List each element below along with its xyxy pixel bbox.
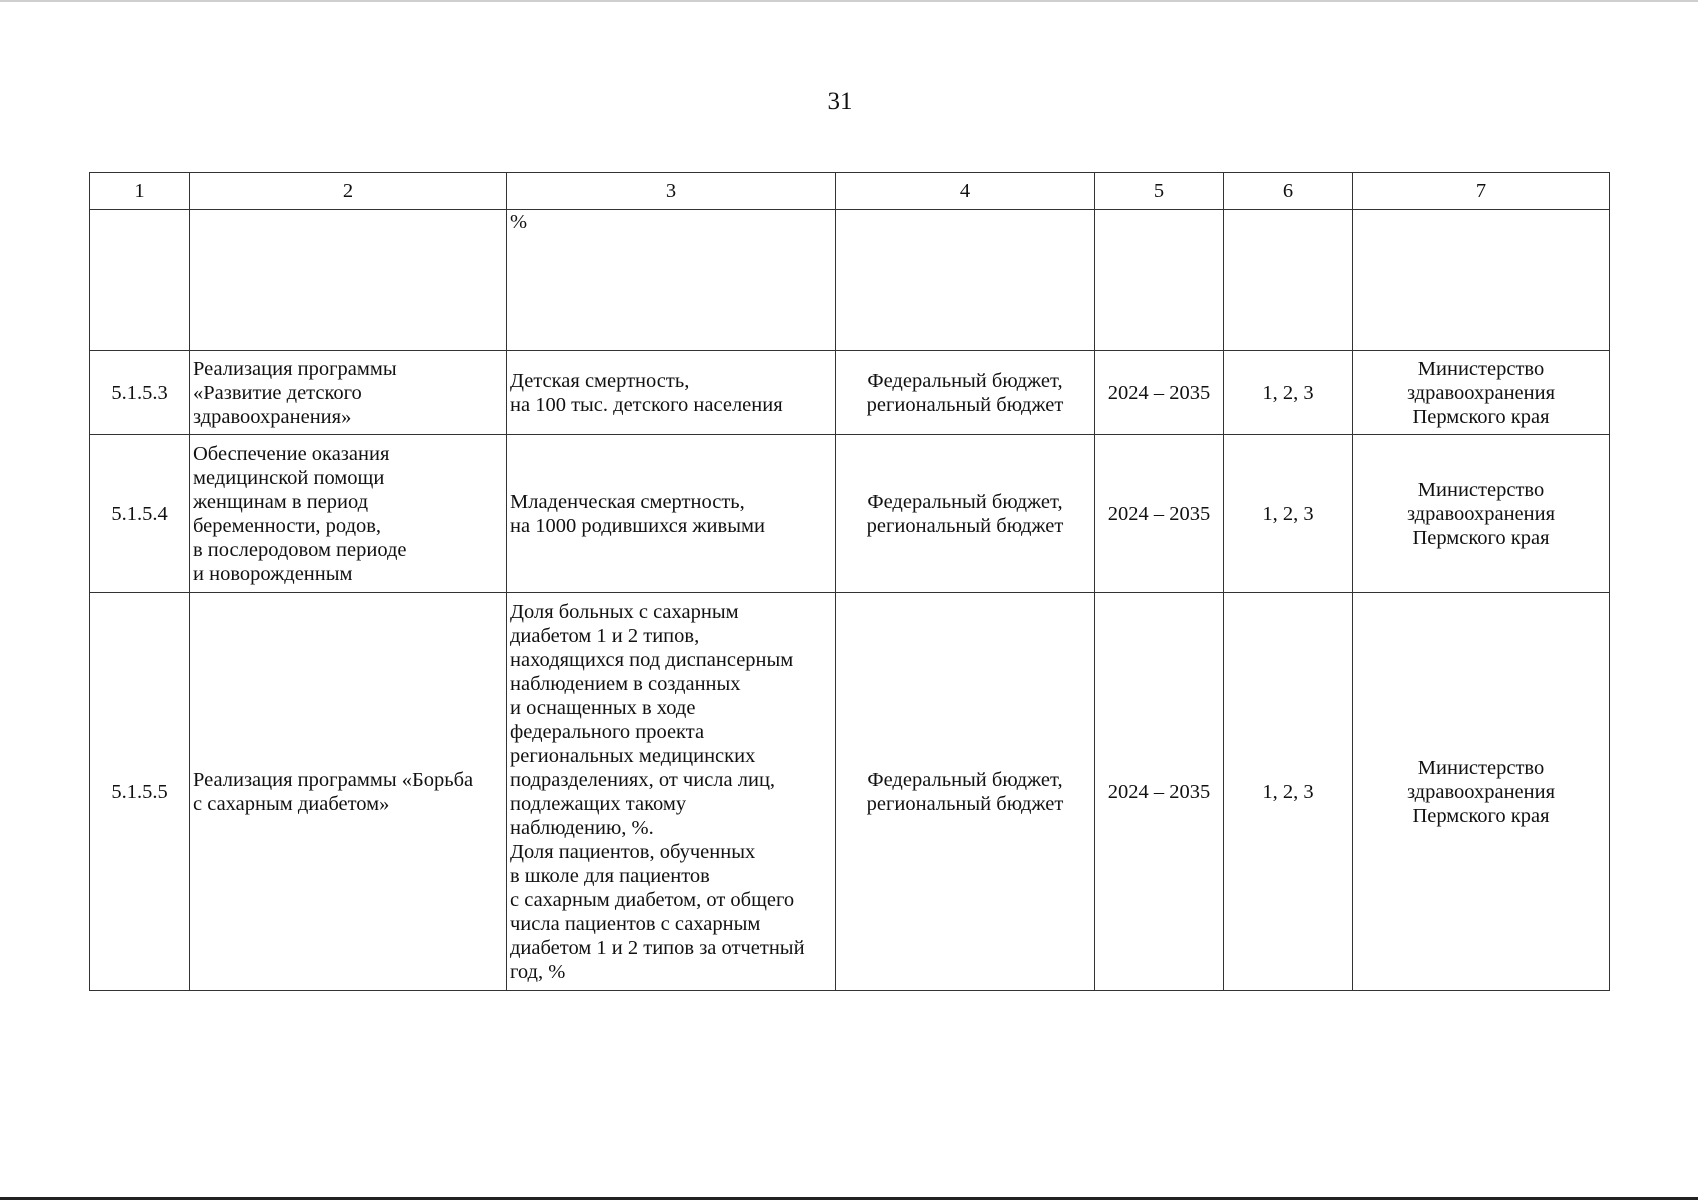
indicator-cell: % <box>507 210 836 351</box>
indicator-cell: Детская смертность, на 100 тыс. детского населения <box>507 351 836 435</box>
table-row <box>90 351 1610 435</box>
column-number-row <box>90 173 1610 210</box>
column-number-header: 5 <box>1095 173 1224 210</box>
measure-name-cell: Обеспечение оказания медицинской помощи женщинам в период беременности, родов, в послеродовом периоде и новорожденным <box>190 435 507 593</box>
period-cell: 2024 – 2035 <box>1095 435 1224 593</box>
top-edge-rule <box>0 0 1698 2</box>
indicator-cell: Младенческая смертность, на 1000 родившихся живыми <box>507 435 836 593</box>
task-numbers-cell: 1, 2, 3 <box>1224 351 1353 435</box>
measures-table <box>89 172 1610 991</box>
item-number-cell <box>90 210 190 351</box>
measure-name-cell: Реализация программы «Развитие детского здравоохранения» <box>190 351 507 435</box>
table-row <box>90 593 1610 991</box>
column-number-header: 6 <box>1224 173 1353 210</box>
table-row <box>90 210 1610 351</box>
column-number-header: 4 <box>836 173 1095 210</box>
measure-name-cell <box>190 210 507 351</box>
item-number-cell: 5.1.5.3 <box>90 351 190 435</box>
executor-cell: Министерство здравоохранения Пермского края <box>1353 351 1610 435</box>
column-number-header: 7 <box>1353 173 1610 210</box>
measure-name-cell: Реализация программы «Борьба с сахарным диабетом» <box>190 593 507 991</box>
period-cell: 2024 – 2035 <box>1095 351 1224 435</box>
column-number-header: 2 <box>190 173 507 210</box>
funding-source-cell: Федеральный бюджет, региональный бюджет <box>836 435 1095 593</box>
task-numbers-cell <box>1224 210 1353 351</box>
item-number-cell: 5.1.5.4 <box>90 435 190 593</box>
page-number: 31 <box>827 88 853 115</box>
executor-cell: Министерство здравоохранения Пермского края <box>1353 435 1610 593</box>
item-number-cell: 5.1.5.5 <box>90 593 190 991</box>
column-number-header: 3 <box>507 173 836 210</box>
table-row <box>90 435 1610 593</box>
task-numbers-cell: 1, 2, 3 <box>1224 435 1353 593</box>
task-numbers-cell: 1, 2, 3 <box>1224 593 1353 991</box>
funding-source-cell <box>836 210 1095 351</box>
period-cell: 2024 – 2035 <box>1095 593 1224 991</box>
executor-cell <box>1353 210 1610 351</box>
executor-cell: Министерство здравоохранения Пермского края <box>1353 593 1610 991</box>
indicator-cell: Доля больных с сахарным диабетом 1 и 2 типов, находящихся под диспансерным наблюдением в созданных и оснащенных в ходе федерального проекта региональных медицинских подразделениях, от числа лиц, подлежащих такому наблюдению, %. Доля пациентов, обученных в школе для пациентов с сахарным диабетом, от общего числа пациентов с сахарным диабетом 1 и 2 типов за отчетный год, % <box>507 593 836 991</box>
period-cell <box>1095 210 1224 351</box>
column-number-header: 1 <box>90 173 190 210</box>
funding-source-cell: Федеральный бюджет, региональный бюджет <box>836 593 1095 991</box>
funding-source-cell: Федеральный бюджет, региональный бюджет <box>836 351 1095 435</box>
